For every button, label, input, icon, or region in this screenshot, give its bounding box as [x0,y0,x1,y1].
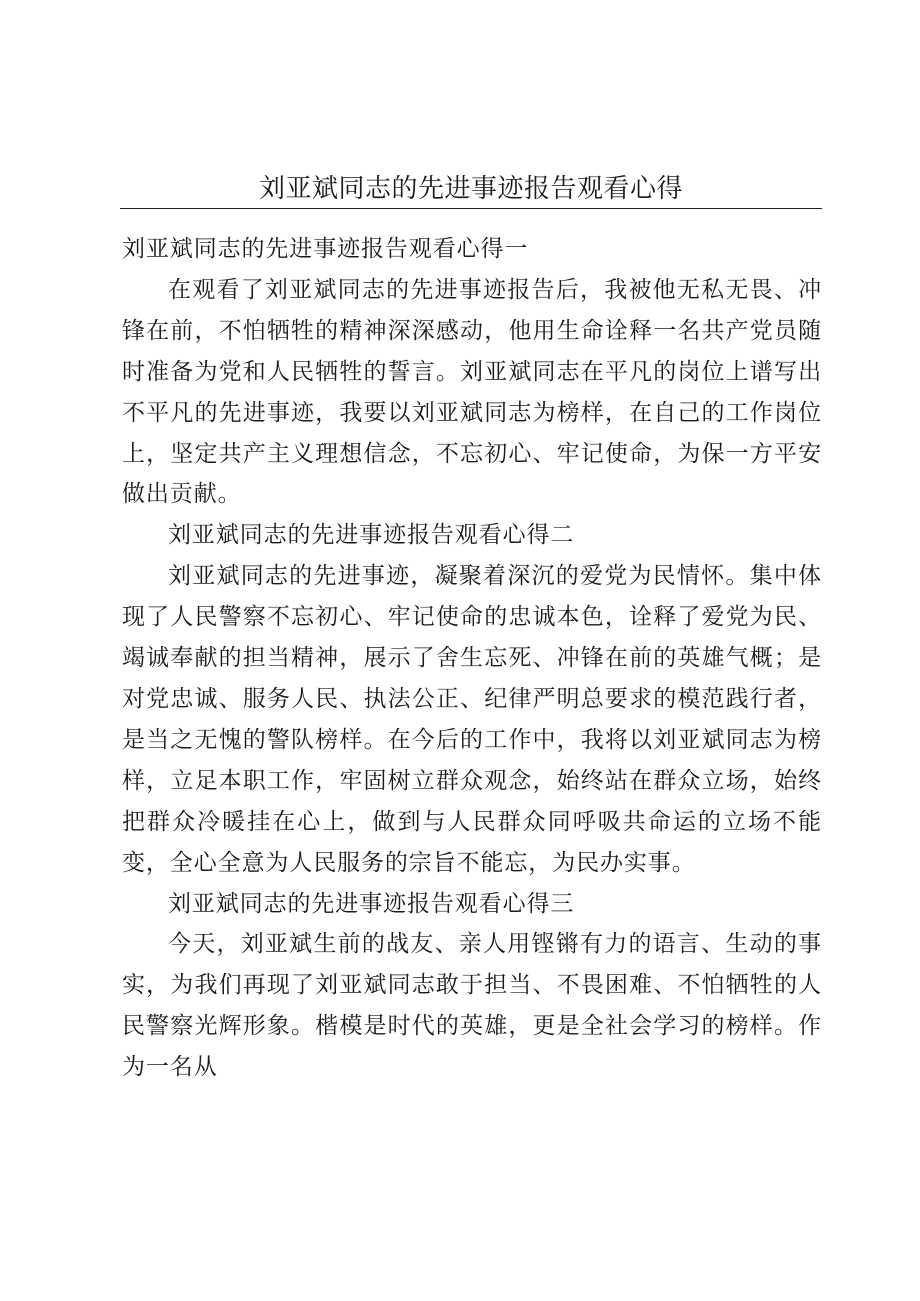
section-paragraph-3: 今天，刘亚斌生前的战友、亲人用铿锵有力的语言、生动的事实，为我们再现了刘亚斌同志敢于担当、不畏困难、不怕牺牲的人民警察光辉形象。楷模是时代的英雄，更是全社会学习的榜样。作为一名从 [122,931,822,1081]
section-heading-2: 刘亚斌同志的先进事迹报告观看心得二 [168,522,575,549]
document-title: 刘亚斌同志的先进事迹报告观看心得 [258,174,683,204]
title-underline [120,208,822,209]
section-paragraph-2: 刘亚斌同志的先进事迹，凝聚着深沉的爱党为民情怀。集中体现了人民警察不忘初心、牢记使命的忠诚本色，诠释了爱党为民、竭诚奉献的担当精神，展示了舍生忘死、冲锋在前的英雄气概；是对党忠诚、服务人民、执法公正、纪律严明总要求的模范践行者，是当之无愧的警队榜样。在今后的工作中，我将以刘亚斌同志为榜样，立足本职工作，牢固树立群众观念，始终站在群众立场，始终把群众冷暖挂在心上，做到与人民群众同呼吸共命运的立场不能变，全心全意为人民服务的宗旨不能忘，为民办实事。 [122,563,822,876]
document-body [122,229,822,1088]
section-heading-3: 刘亚斌同志的先进事迹报告观看心得三 [168,890,575,917]
section-paragraph-1: 在观看了刘亚斌同志的先进事迹报告后，我被他无私无畏、冲锋在前，不怕牺牲的精神深深感动，他用生命诠释一名共产党员随时准备为党和人民牺牲的誓言。刘亚斌同志在平凡的岗位上谱写出不平凡的先进事迹，我要以刘亚斌同志为榜样，在自己的工作岗位上，坚定共产主义理想信念，不忘初心、牢记使命，为保一方平安做出贡献。 [122,276,822,508]
section-heading-1: 刘亚斌同志的先进事迹报告观看心得一 [122,236,529,262]
